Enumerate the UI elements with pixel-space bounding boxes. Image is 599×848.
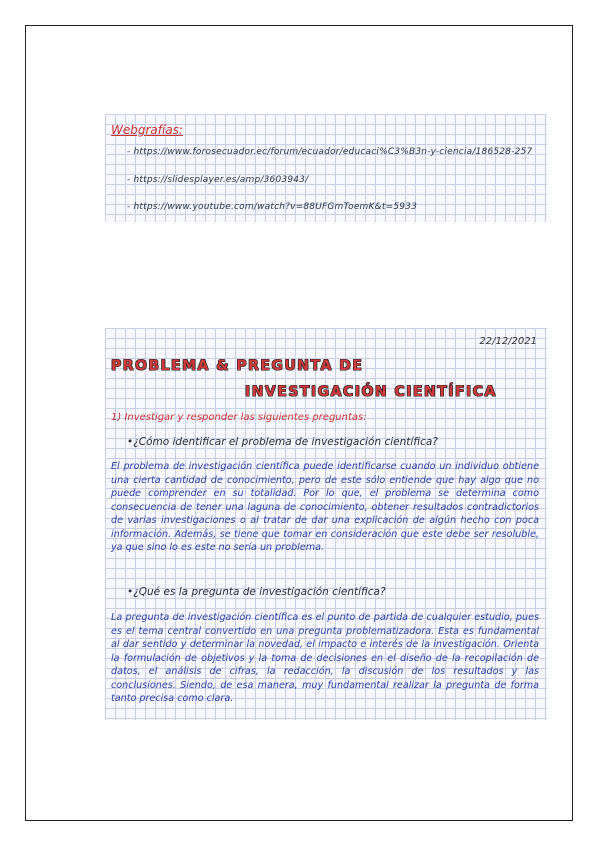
- note-title-line2: INVESTIGACIÓN CIENTÍFICA: [245, 384, 497, 400]
- webgrafias-title: Webgrafías:: [111, 123, 183, 137]
- note-title-line1: PROBLEMA & PREGUNTA DE: [111, 358, 364, 374]
- document-page: [25, 25, 573, 821]
- reference-link: - https://slidesplayer.es/amp/3603943/: [127, 175, 309, 185]
- notes-sheet: [105, 328, 547, 720]
- reference-link: - https://www.youtube.com/watch?v=88UFGmToemK&t=5933: [127, 202, 418, 212]
- webgrafias-sheet: [105, 114, 547, 222]
- question-2: •¿Qué es la pregunta de investigación científica?: [127, 586, 386, 598]
- note-date: 22/12/2021: [479, 336, 537, 347]
- answer-2: La pregunta de investigación científica es el punto de partida de cualquier estudio, pues es el tema central convertido en una pregunta problematizadora. Esta es fundamental al dar sentido y determinar la novedad, el impacto e interés de la investigación. Orienta la formulación de objetivos y la toma de decisiones en el diseño de la recopilación de datos, el análisis de cifras, la redacción, la discusión de los resultados y las conclusiones. Siendo, de esa manera, muy fundamental realizar la pregunta de forma tanto precisa como clara.: [111, 612, 539, 704]
- reference-link: - https://www.forosecuador.ec/forum/ecuador/educaci%C3%B3n-y-ciencia/186528-257: [127, 147, 533, 157]
- question-1: •¿Cómo identificar el problema de investigación científica?: [127, 436, 438, 448]
- answer-1: El problema de investigación científica puede identificarse cuando un individuo obtiene una cierta cantidad de conocimiento, pero de este sólo entiende que hay algo que no puede comprender en su totalidad. Por lo que, el problema se determina como consecuencia de tener una laguna de conocimiento, obtener resultados contradictorios de varias investigaciones o al tratar de dar una explicación de algún hecho con poca información. Además, se tiene que tomar en consideración que este debe ser resoluble, ya que sino lo es este no sería un problema.: [111, 461, 539, 553]
- instruction-heading: 1) Investigar y responder las siguientes preguntas:: [111, 412, 367, 423]
